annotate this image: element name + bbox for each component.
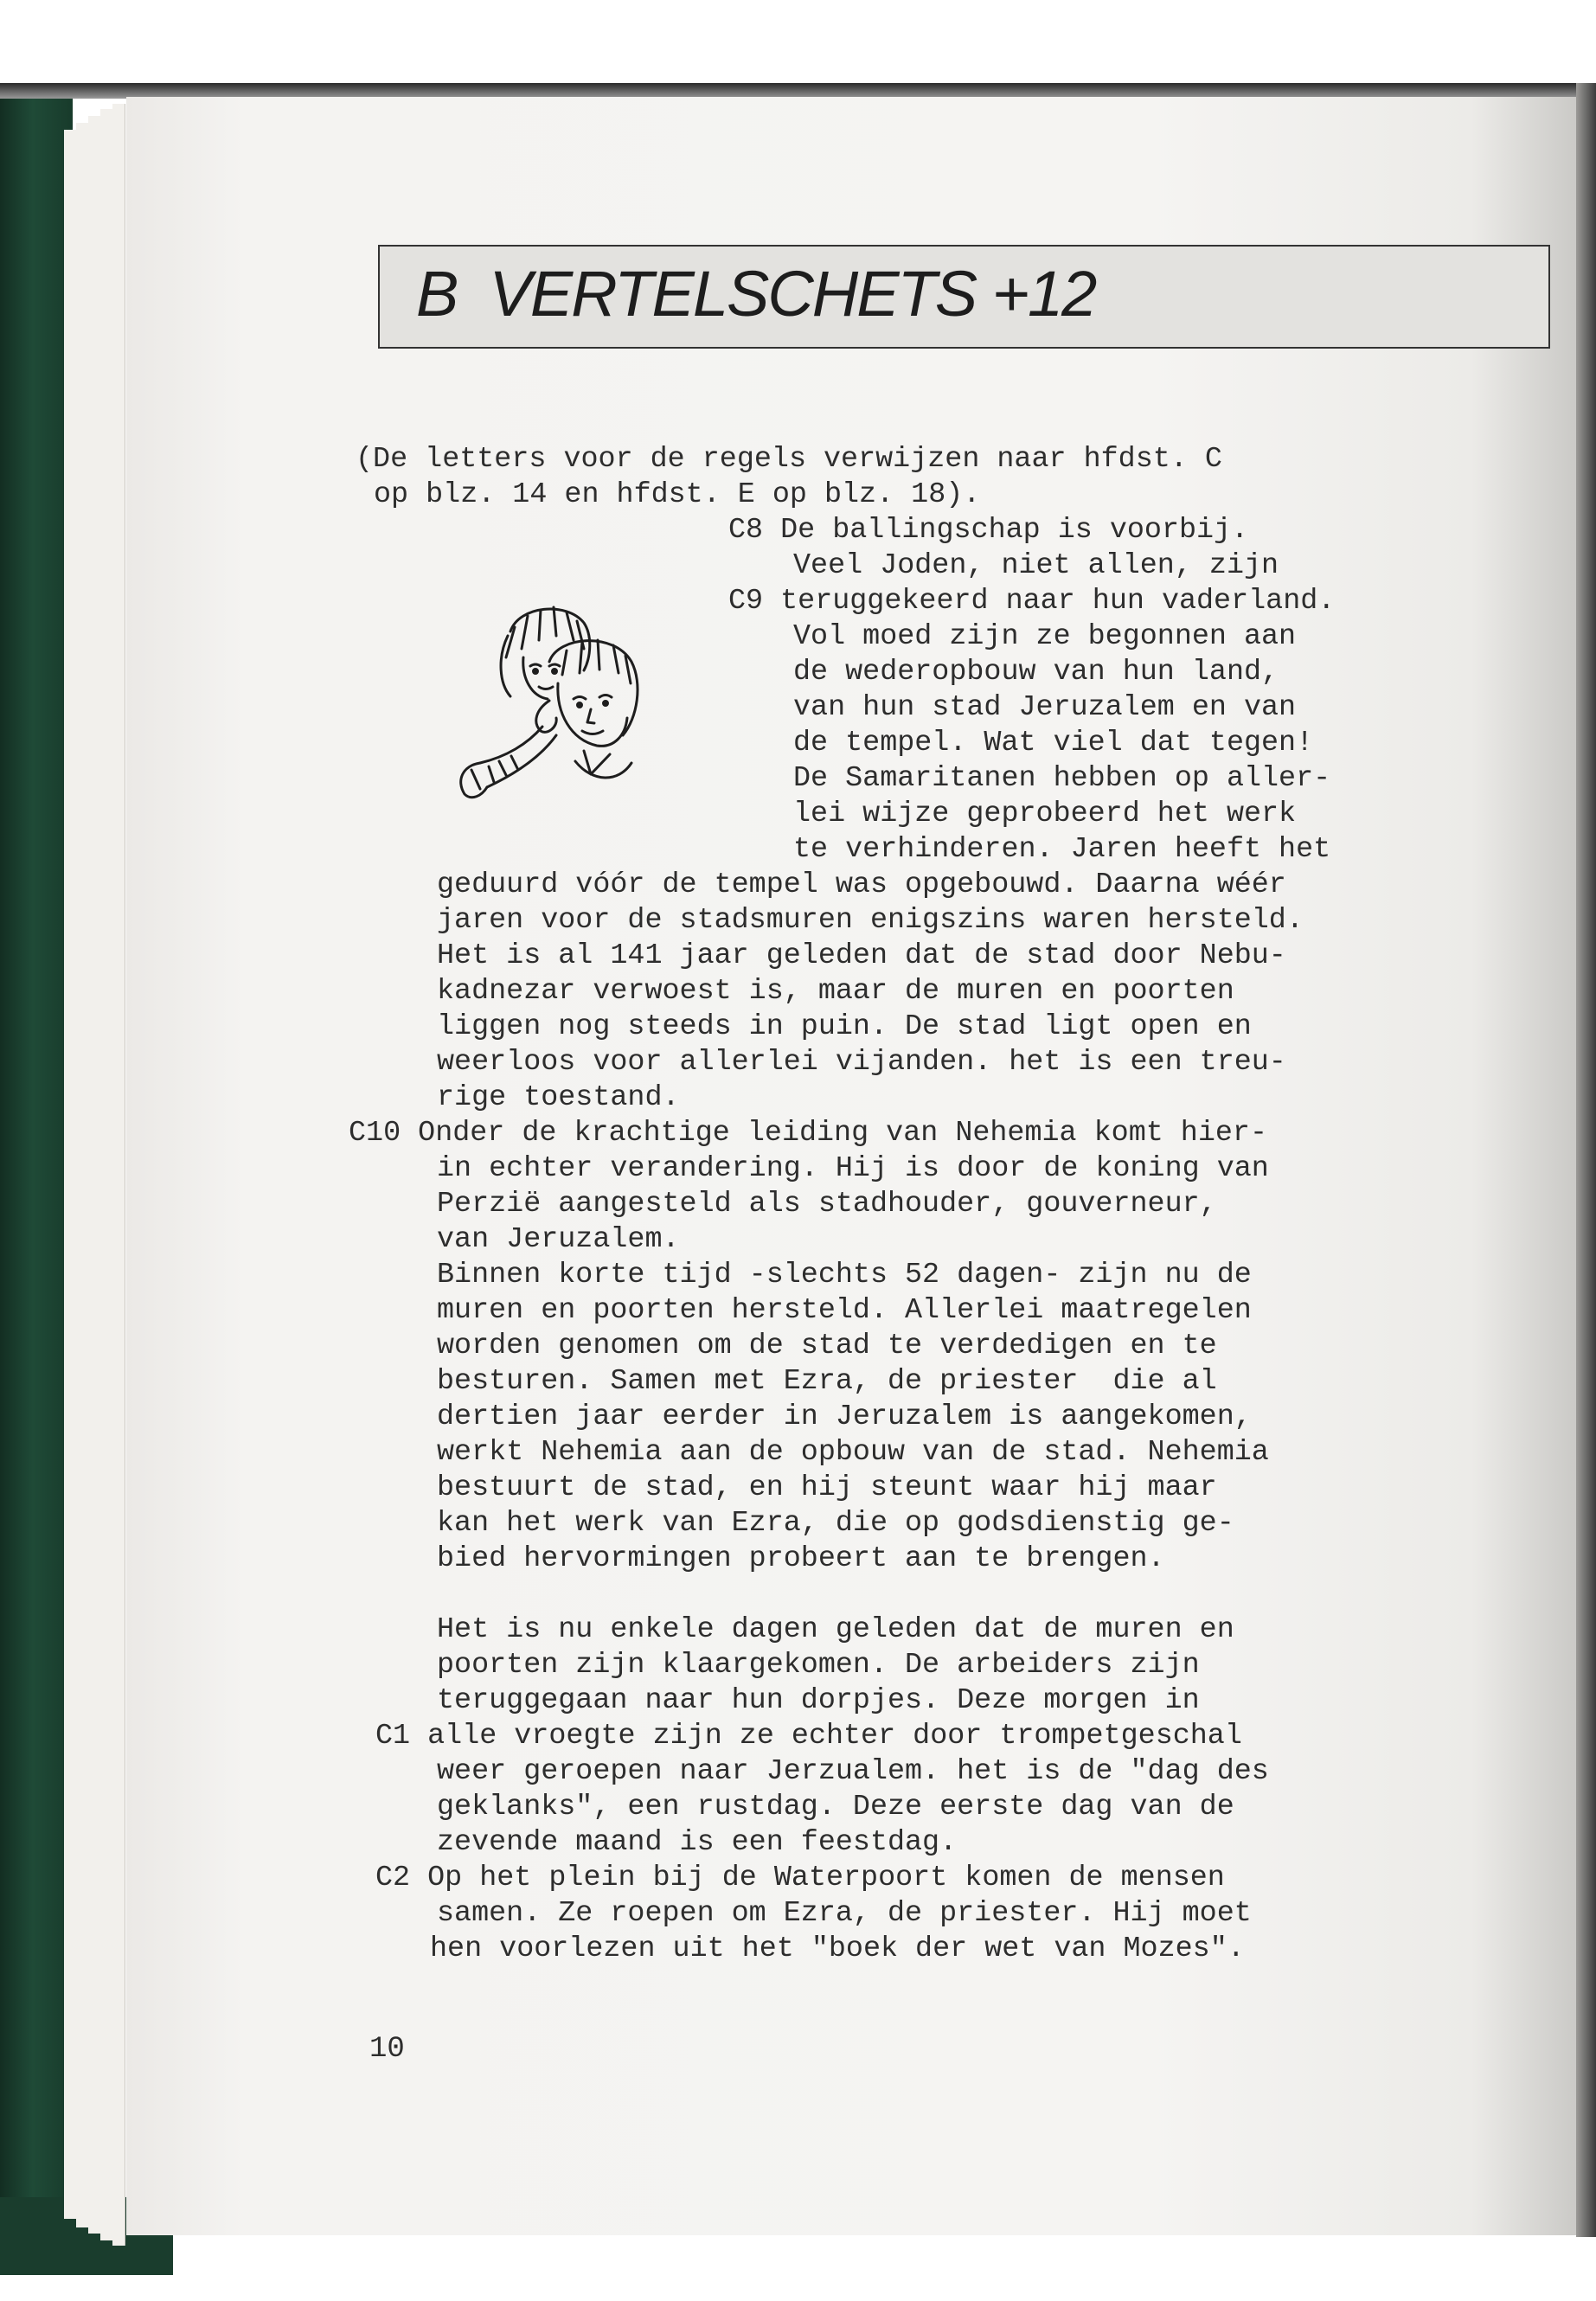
text-line: van Jeruzalem. [437, 1223, 680, 1256]
text-line: werkt Nehemia aan de opbouw van de stad. Nehemia [437, 1436, 1269, 1469]
children-figures-illustration [445, 597, 653, 804]
text-line: in echter verandering. Hij is door de koning van [437, 1152, 1269, 1185]
text-line: geklanks", een rustdag. Deze eerste dag van de [437, 1791, 1234, 1823]
text-line: Binnen korte tijd -slechts 52 dagen- zijn nu de [437, 1259, 1252, 1292]
text-line: C2 Op het plein bij de Waterpoort komen de mensen [375, 1862, 1225, 1894]
book-binding [0, 83, 73, 2275]
text-line: de tempel. Wat viel dat tegen! [793, 727, 1314, 760]
right-shadow [1576, 83, 1596, 2237]
text-line: dertien jaar eerder in Jeruzalem is aangekomen, [437, 1400, 1252, 1433]
text-line: Perzië aangesteld als stadhouder, gouverneur, [437, 1188, 1217, 1221]
text-line: de wederopbouw van hun land, [793, 656, 1279, 689]
text-line: muren en poorten hersteld. Allerlei maatregelen [437, 1294, 1252, 1327]
text-line: besturen. Samen met Ezra, de priester die al [437, 1365, 1217, 1398]
text-line: De Samaritanen hebben op aller- [793, 762, 1331, 795]
page-edge [100, 109, 113, 2240]
text-line: kadnezar verwoest is, maar de muren en poorten [437, 975, 1234, 1008]
text-line: op blz. 14 en hfdst. E op blz. 18). [374, 478, 981, 511]
text-line: Veel Joden, niet allen, zijn [793, 549, 1279, 582]
text-line: zevende maand is een feestdag. [437, 1826, 958, 1859]
section-header [378, 245, 1550, 349]
page-number: 10 [369, 2033, 405, 2066]
text-line: C9 teruggekeerd naar hun vaderland. [728, 585, 1336, 618]
page-edge [76, 123, 89, 2227]
text-line: Vol moed zijn ze begonnen aan [793, 620, 1297, 653]
text-line: hen voorlezen uit het "boek der wet van Mozes". [430, 1932, 1245, 1965]
text-line: Het is nu enkele dagen geleden dat de muren en [437, 1613, 1234, 1646]
page-edge [112, 104, 125, 2246]
text-line: liggen nog steeds in puin. De stad ligt open en [437, 1010, 1252, 1043]
text-line: van hun stad Jeruzalem en van [793, 691, 1297, 724]
text-line: jaren voor de stadsmuren enigszins waren hersteld. [437, 904, 1304, 937]
text-line: worden genomen om de stad te verdedigen en te [437, 1330, 1217, 1362]
text-line: te verhinderen. Jaren heeft het [793, 833, 1331, 866]
page-title: B VERTELSCHETS +12 [416, 258, 1096, 330]
text-line: (De letters voor de regels verwijzen naar hfdst. C [356, 443, 1222, 476]
text-line: geduurd vóór de tempel was opgebouwd. Daarna wéér [437, 868, 1286, 901]
text-line: weerloos voor allerlei vijanden. het is een treu- [437, 1046, 1286, 1079]
page-edge [88, 116, 101, 2234]
text-line: weer geroepen naar Jerzualem. het is de "dag des [437, 1755, 1269, 1788]
text-line: bestuurt de stad, en hij steunt waar hij maar [437, 1471, 1217, 1504]
text-line: Het is al 141 jaar geleden dat de stad door Nebu- [437, 939, 1286, 972]
text-line: C8 De ballingschap is voorbij. [728, 514, 1249, 547]
text-line: lei wijze geprobeerd het werk [793, 798, 1297, 830]
text-line: teruggegaan naar hun dorpjes. Deze morgen in [437, 1684, 1200, 1717]
text-line: C10 Onder de krachtige leiding van Nehemia komt hier- [349, 1117, 1267, 1150]
text-line: poorten zijn klaargekomen. De arbeiders zijn [437, 1649, 1200, 1682]
text-line: C1 alle vroegte zijn ze echter door trompetgeschal [375, 1720, 1242, 1753]
text-line: kan het werk van Ezra, die op godsdienstig ge- [437, 1507, 1234, 1540]
text-line: rige toestand. [437, 1081, 680, 1114]
text-line: samen. Ze roepen om Ezra, de priester. Hij moet [437, 1897, 1252, 1930]
page-edge [64, 130, 77, 2219]
text-line: bied hervormingen probeert aan te brengen. [437, 1542, 1165, 1575]
